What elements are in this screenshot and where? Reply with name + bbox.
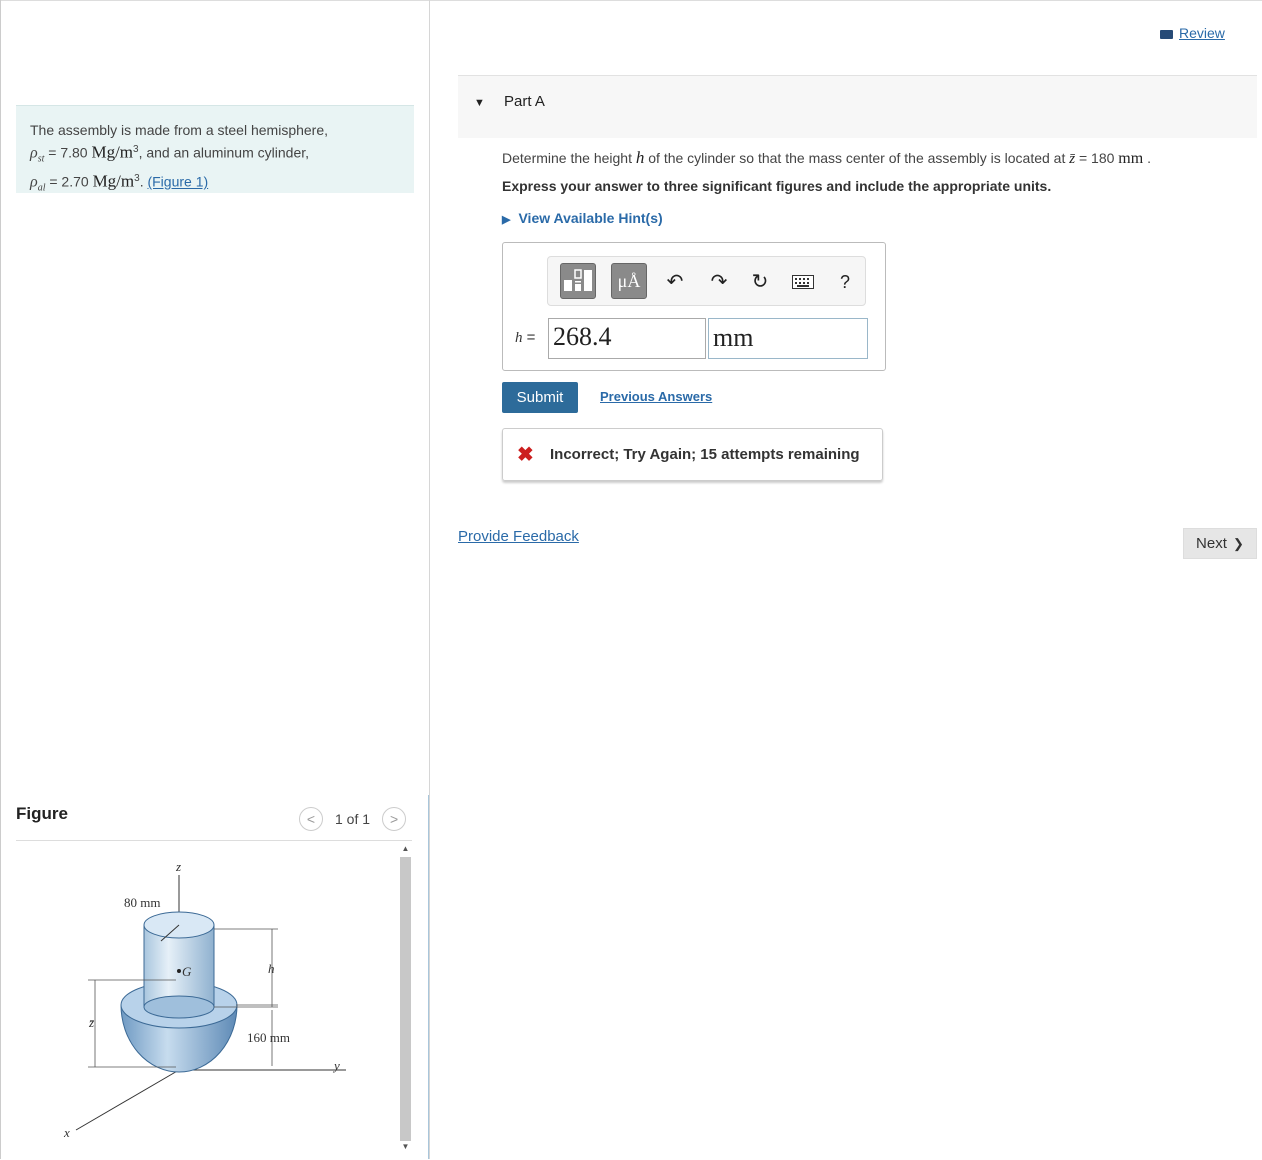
units-button[interactable]: μÅ bbox=[611, 263, 647, 299]
figure-scrollbar[interactable] bbox=[398, 843, 413, 1155]
part-title: Part A bbox=[504, 93, 545, 110]
provide-feedback-link[interactable]: Provide Feedback bbox=[458, 528, 579, 545]
problem-line-2 bbox=[30, 140, 400, 169]
incorrect-x-icon: ✖ bbox=[517, 444, 534, 466]
figure-title: Figure bbox=[16, 804, 68, 823]
rho-st-symbol: ρ bbox=[30, 144, 38, 162]
question-zbar: z̄ bbox=[1069, 151, 1076, 167]
mass-center-label: G bbox=[182, 964, 192, 979]
redo-icon[interactable]: ↷ bbox=[710, 271, 728, 293]
x-axis-label: x bbox=[64, 1125, 70, 1140]
question-eq: = 180 bbox=[1075, 150, 1119, 166]
question-end: . bbox=[1143, 150, 1151, 166]
radius-dimension: 80 mm bbox=[124, 895, 161, 910]
hints-label[interactable]: View Available Hint(s) bbox=[518, 210, 663, 226]
answer-equals: = bbox=[522, 329, 536, 346]
question-pre: Determine the height bbox=[502, 150, 636, 166]
figure-divider bbox=[16, 840, 412, 841]
keyboard-icon[interactable] bbox=[791, 270, 815, 294]
pager-count: 1 of 1 bbox=[335, 811, 371, 827]
zbar-dimension: z̄ bbox=[89, 1015, 95, 1030]
assembly-figure bbox=[16, 845, 396, 1155]
chevron-right-icon: ❯ bbox=[1233, 536, 1244, 551]
question-variable: h bbox=[635, 148, 645, 167]
rho-al-exponent: 3 bbox=[134, 173, 140, 185]
rho-al-value: = 2.70 bbox=[45, 174, 93, 191]
assembly-drawing bbox=[16, 845, 396, 1155]
feedback-text: Incorrect; Try Again; 15 attempts remaining bbox=[550, 446, 860, 463]
problem-line-1: The assembly is made from a steel hemisphere, bbox=[30, 122, 329, 138]
reset-icon[interactable]: ↻ bbox=[751, 271, 769, 293]
templates-button[interactable] bbox=[560, 263, 596, 299]
question-mid: of the cylinder so that the mass center of the assembly is located at bbox=[644, 150, 1070, 166]
figure-panel-edge bbox=[428, 795, 429, 1159]
rho-st-unit: Mg/m bbox=[91, 142, 134, 162]
next-label: Next bbox=[1196, 535, 1227, 552]
pager-next-button[interactable]: > bbox=[382, 807, 406, 831]
figure-1-link[interactable]: (Figure 1) bbox=[147, 174, 209, 191]
question-unit: mm bbox=[1118, 150, 1144, 167]
y-axis-label: y bbox=[334, 1058, 340, 1073]
rho-st-value: = 7.80 bbox=[44, 144, 92, 161]
rho-al-symbol: ρ bbox=[30, 174, 38, 192]
rho-st-exponent: 3 bbox=[133, 144, 139, 155]
question-text bbox=[502, 148, 1151, 168]
review-link[interactable] bbox=[1160, 25, 1225, 41]
next-button[interactable] bbox=[1183, 528, 1257, 559]
scroll-thumb[interactable] bbox=[400, 857, 411, 1141]
book-icon bbox=[1160, 30, 1173, 39]
left-panel bbox=[0, 0, 430, 1159]
answer-box bbox=[502, 242, 886, 371]
figure-pager bbox=[299, 806, 406, 832]
value-input[interactable]: 268.4 bbox=[548, 318, 706, 359]
part-a-header[interactable] bbox=[458, 75, 1257, 138]
answer-label bbox=[515, 329, 535, 347]
height-dimension: h bbox=[268, 961, 275, 976]
review-label[interactable]: Review bbox=[1179, 25, 1225, 41]
problem-statement bbox=[16, 105, 414, 193]
answer-toolbar bbox=[547, 256, 866, 306]
cylinder-base bbox=[144, 996, 214, 1018]
rho-st-tail: , and an aluminum cylinder, bbox=[138, 144, 310, 161]
scroll-down-arrow[interactable]: ▼ bbox=[401, 1142, 410, 1151]
instruction-text: Express your answer to three significant figures and include the appropriate units. bbox=[502, 178, 1052, 194]
expand-triangle-icon: ▶ bbox=[502, 214, 511, 226]
view-hints-toggle[interactable] bbox=[502, 210, 663, 226]
submit-button[interactable]: Submit bbox=[502, 382, 578, 413]
rho-al-tail: . bbox=[139, 174, 148, 191]
problem-line-3 bbox=[30, 169, 400, 198]
undo-icon[interactable]: ↶ bbox=[666, 271, 684, 293]
help-button[interactable]: ? bbox=[839, 272, 850, 292]
hemisphere-radius-dimension: 160 mm bbox=[247, 1030, 290, 1045]
pager-prev-button[interactable]: < bbox=[299, 807, 323, 831]
rho-st-subscript: st bbox=[37, 153, 45, 165]
answer-variable: h bbox=[515, 330, 523, 346]
previous-answers-link[interactable]: Previous Answers bbox=[600, 389, 713, 404]
feedback-message bbox=[502, 428, 883, 481]
scroll-up-arrow[interactable]: ▲ bbox=[401, 844, 410, 853]
rho-al-subscript: al bbox=[37, 182, 46, 194]
templates-icon bbox=[561, 264, 595, 298]
z-axis-label: z bbox=[176, 859, 182, 874]
unit-input[interactable]: mm bbox=[708, 318, 868, 359]
rho-al-unit: Mg/m bbox=[92, 172, 135, 192]
collapse-triangle-icon[interactable]: ▼ bbox=[474, 97, 485, 109]
